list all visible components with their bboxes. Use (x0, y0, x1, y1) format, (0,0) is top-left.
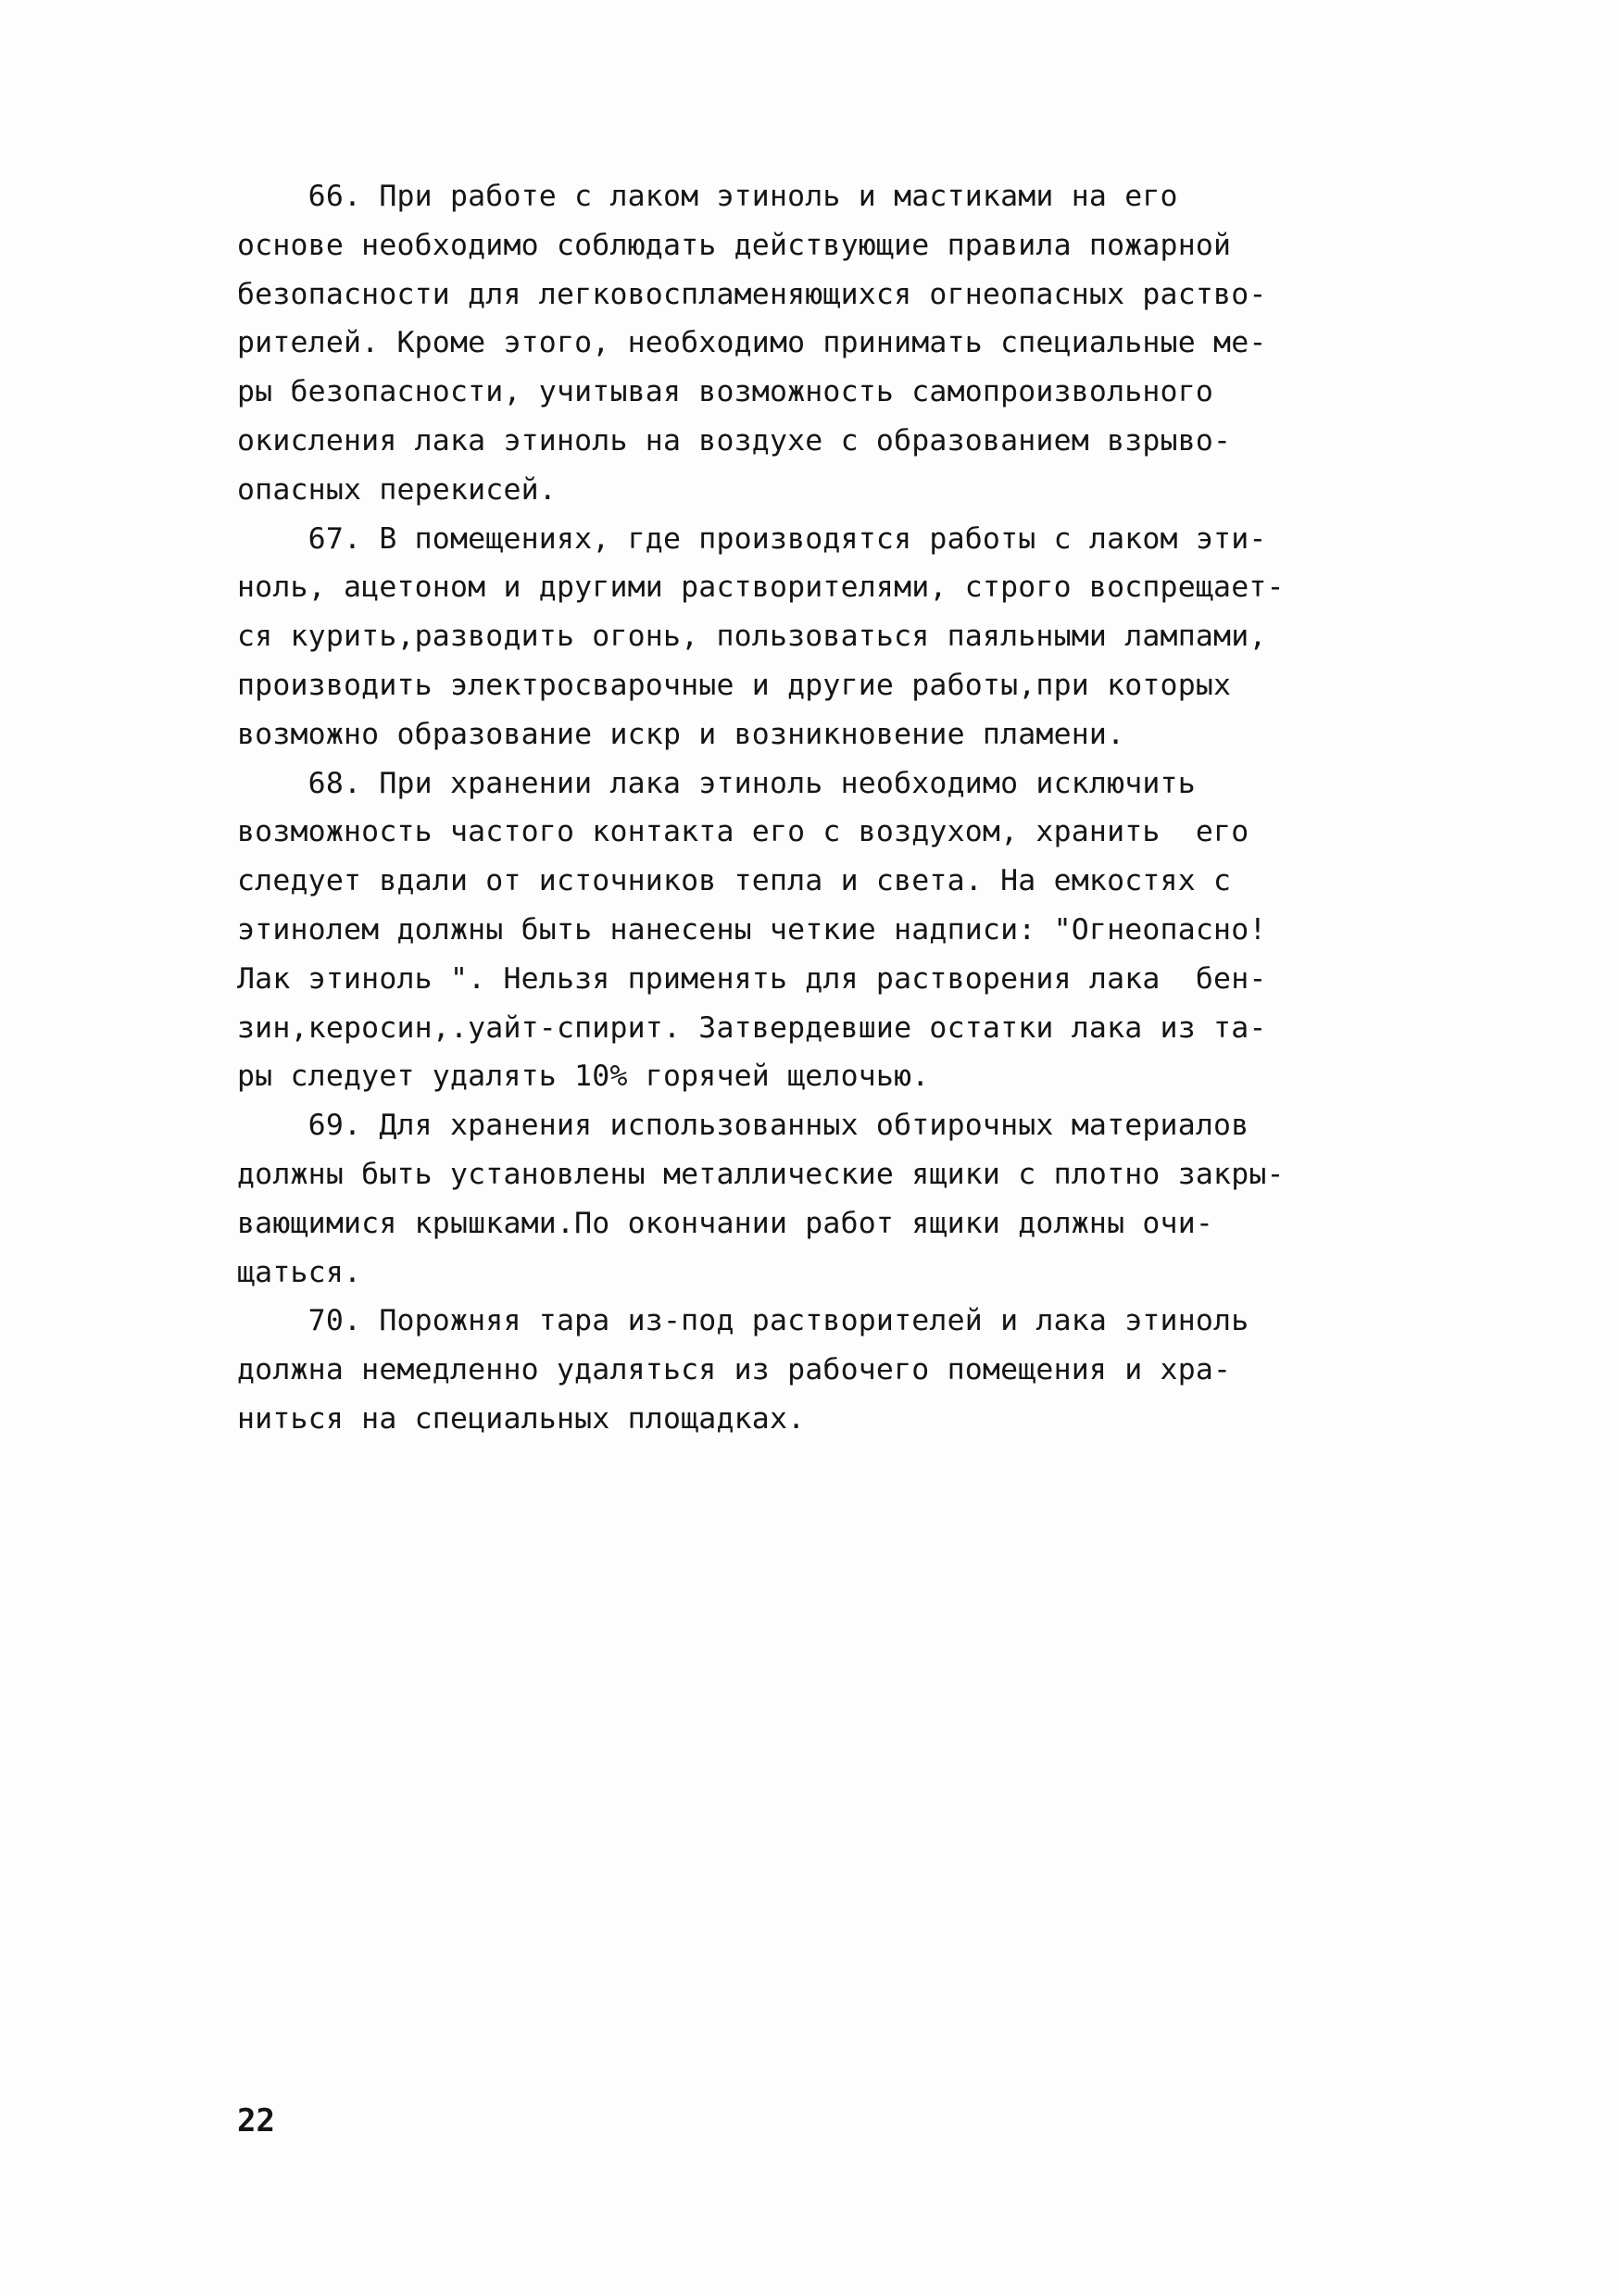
text-line: 66. При работе с лаком этиноль и мастиками на его (237, 180, 1178, 213)
text-line: ры следует удалять 10% горячей щелочью. (237, 1060, 930, 1094)
text-line: опасных перекисей. (237, 472, 557, 507)
text-line: окисления лака этиноль на воздухе с образованием взрыво- (237, 423, 1232, 458)
text-line: 67. В помещениях, где производятся работы с лаком эти- (237, 521, 1267, 556)
text-line: этинолем должны быть нанесены четкие надписи: "Огнеопасно! (237, 912, 1267, 947)
text-line: рителей. Кроме этого, необходимо принимать специальные ме- (237, 326, 1267, 360)
text-line: должны быть установлены металлические ящики с плотно закры- (237, 1157, 1285, 1191)
text-line: возможно образование искр и возникновение пламени. (237, 717, 1125, 751)
text-line: ры безопасности, учитывая возможность самопроизвольного (237, 375, 1214, 409)
text-line: должна немедленно удаляться из рабочего помещения и хра- (237, 1353, 1232, 1387)
text-line: возможность частого контакта его с воздухом, хранить его (237, 815, 1249, 849)
text-line: вающимися крышками.По окончании работ ящики должны очи- (237, 1206, 1214, 1240)
text-line: ся курить,разводить огонь, пользоваться паяльными лампами, (237, 620, 1267, 654)
text-line: производить электросварочные и другие работы,при которых (237, 668, 1232, 702)
text-line: ноль, ацетоном и другими растворителями, строго воспрещает- (237, 571, 1285, 605)
text-line: щаться. (237, 1255, 362, 1289)
text-line: ниться на специальных площадках. (237, 1401, 806, 1436)
text-line: основе необходимо соблюдать действующие правила пожарной (237, 228, 1232, 262)
text-line: безопасности для легковоспламеняющихся огнеопасных раство- (237, 277, 1267, 311)
page-number: 22 (237, 2102, 275, 2139)
text-line: зин,керосин,.уайт-спирит. Затвердевшие остатки лака из та- (237, 1010, 1267, 1045)
text-line: следует вдали от источников тепла и света. На емкостях с (237, 864, 1232, 898)
text-line: 70. Порожняя тара из-под растворителей и лака этиноль (237, 1304, 1249, 1338)
text-line: Лак этиноль ". Нельзя применять для растворения лака бен- (237, 961, 1267, 996)
text-line: 69. Для хранения использованных обтирочных материалов (237, 1109, 1249, 1143)
body-text (237, 172, 1404, 1444)
text-line: 68. При хранении лака этиноль необходимо исключить (237, 766, 1196, 800)
